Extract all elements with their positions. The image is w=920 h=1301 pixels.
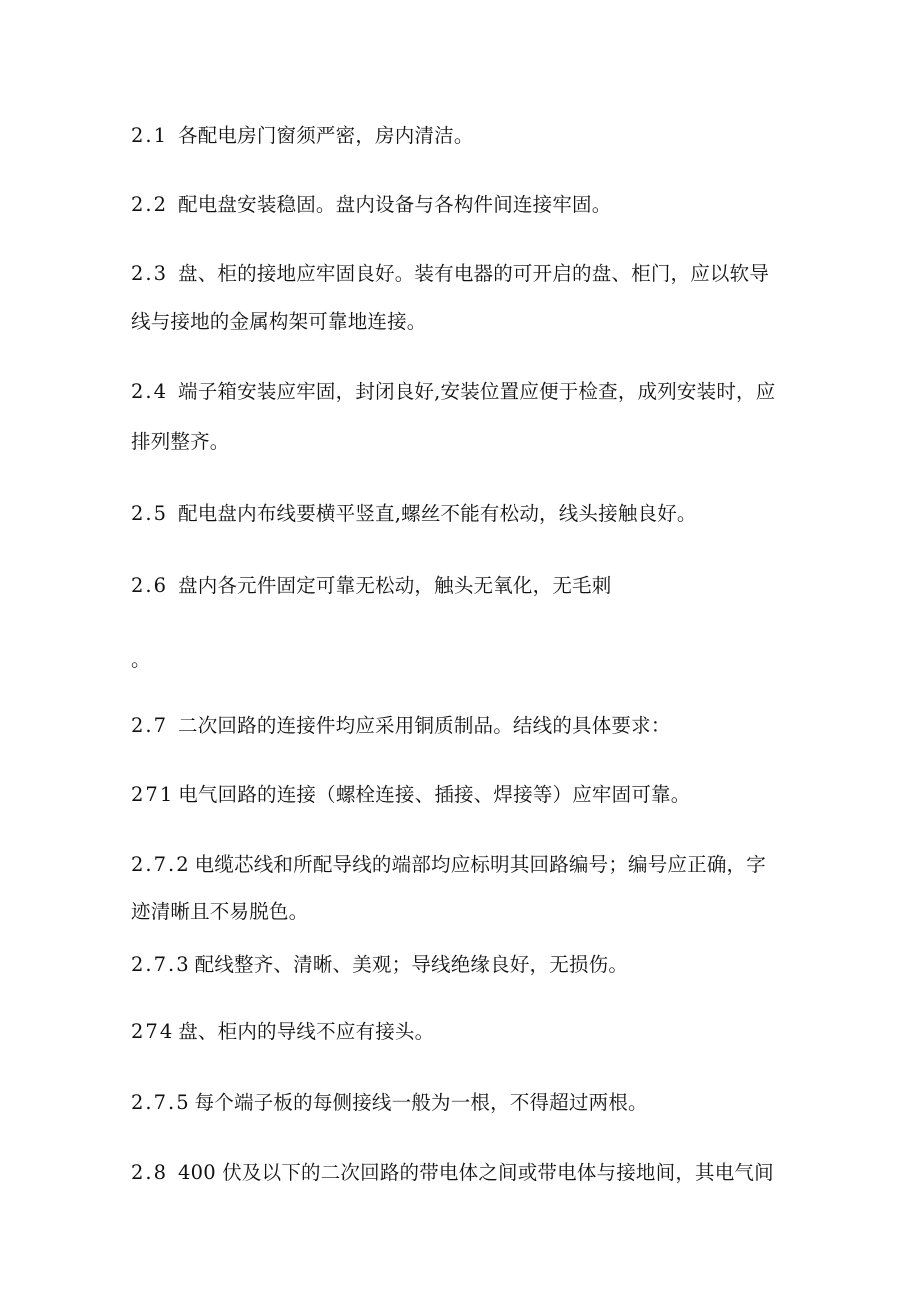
clause-text: 迹清晰且不易脱色。 (131, 900, 309, 923)
clause-number: 2.8 (131, 1161, 169, 1184)
clause-2-7-1 (131, 783, 690, 807)
clause-text: 配电盘内布线要横平竖直,螺丝不能有松动，线头接触良好。 (178, 502, 697, 525)
clause-number: 2.4 (131, 380, 169, 403)
clause-number: 2.6 (131, 574, 169, 597)
clause-2-3-continued (131, 310, 427, 334)
clause-number: 2.1 (131, 124, 169, 147)
clause-2-7-2-continued (131, 900, 308, 924)
clause-2-3 (131, 262, 769, 286)
clause-number: 2.7.5 (131, 1091, 191, 1114)
clause-text: 二次回路的连接件均应采用铜质制品。结线的具体要求： (178, 714, 671, 737)
clause-number: 2.7.2 (131, 853, 191, 876)
clause-2-4 (131, 380, 775, 404)
clause-number: 2.7 (131, 714, 169, 737)
clause-text: 盘、柜内的导线不应有接头。 (178, 1020, 435, 1043)
clause-2-2 (131, 193, 611, 217)
clause-text: 端子箱安装应牢固，封闭良好,安装位置应便于检查，成列安装时，应 (178, 380, 776, 403)
clause-2-7-5 (131, 1091, 648, 1115)
clause-number: 2.5 (131, 502, 169, 525)
clause-2-4-continued (131, 430, 230, 454)
clause-number: 2.7.3 (131, 953, 191, 976)
clause-text: 电气回路的连接（螺栓连接、插接、焊接等）应牢固可靠。 (178, 783, 691, 806)
clause-2-6 (131, 574, 611, 598)
clause-2-6-period (131, 648, 151, 672)
clause-number: 274 (131, 1020, 175, 1043)
clause-number: 2.2 (131, 193, 169, 216)
clause-2-7-2 (131, 853, 766, 877)
clause-2-7-4 (131, 1020, 434, 1044)
clause-2-7 (131, 714, 671, 738)
clause-2-7-3 (131, 953, 628, 977)
clause-text: 配电盘安装稳固。盘内设备与各构件间连接牢固。 (178, 193, 612, 216)
clause-text: 盘、柜的接地应牢固良好。装有电器的可开启的盘、柜门，应以软导 (178, 262, 770, 285)
clause-text: 盘内各元件固定可靠无松动，触头无氧化，无毛刺 (178, 574, 612, 597)
clause-text: 电缆芯线和所配导线的端部均应标明其回路编号；编号应正确，字 (194, 853, 766, 876)
clause-text: 400 伏及以下的二次回路的带电体之间或带电体与接地间，其电气间 (178, 1161, 774, 1184)
clause-text: 线与接地的金属构架可靠地连接。 (131, 310, 427, 333)
clause-text: 配线整齐、清晰、美观；导线绝缘良好，无损伤。 (194, 953, 629, 976)
clause-2-5 (131, 502, 697, 526)
clause-text: 。 (131, 648, 151, 671)
clause-text: 每个端子板的每侧接线一般为一根，不得超过两根。 (194, 1091, 648, 1114)
clause-2-8 (131, 1161, 774, 1185)
clause-text: 各配电房门窗须严密，房内清洁。 (178, 124, 474, 147)
clause-2-1 (131, 124, 474, 148)
clause-number: 271 (131, 783, 175, 806)
clause-text: 排列整齐。 (131, 430, 230, 453)
clause-number: 2.3 (131, 262, 169, 285)
